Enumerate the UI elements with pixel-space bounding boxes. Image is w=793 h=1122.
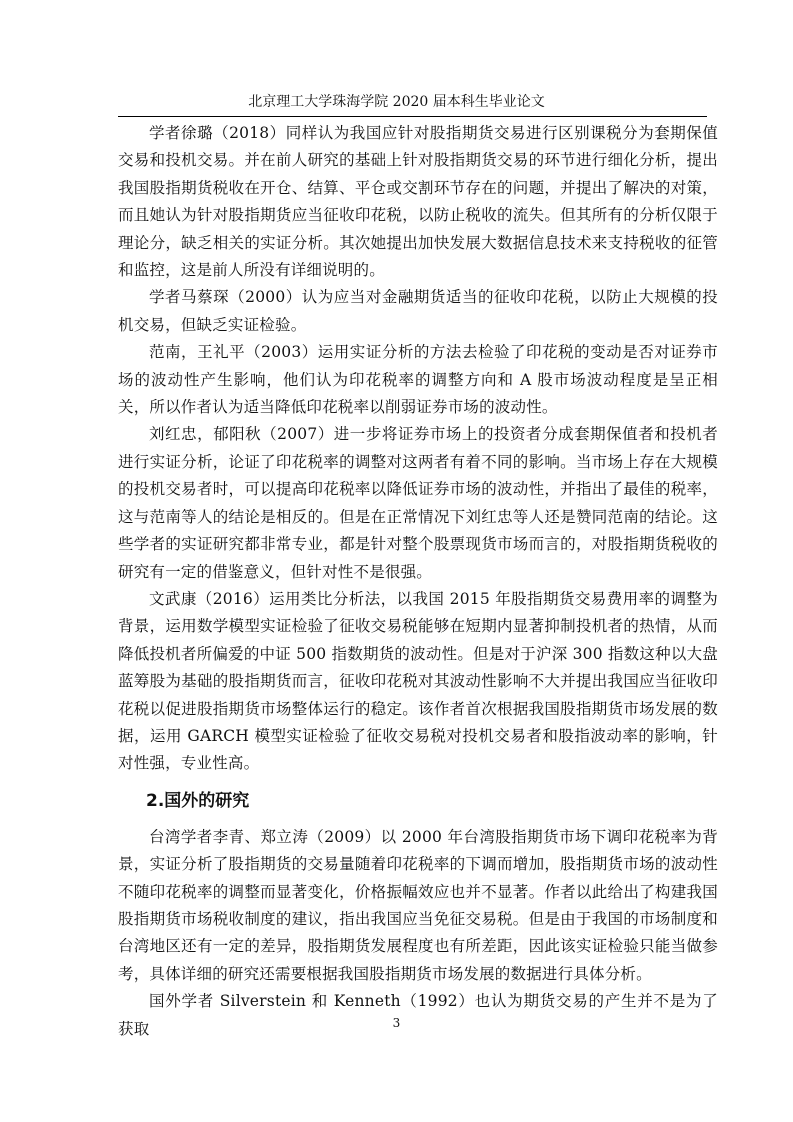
page-number: 3 bbox=[392, 1016, 401, 1030]
paragraph: 学者徐璐（2018）同样认为我国应针对股指期货交易进行区别课税分为套期保值交易和投机交易。并在前人研究的基础上针对股指期货交易的环节进行细化分析，提出我国股指期货税收在开仓、结算、平仓或交割环节存在的问题，并提出了解决的对策，而且她认为针对股指期货应当征收印花税，以防止税收的流失。但其所有的分析仅限于理论分，缺乏相关的实证分析。其次她提出加快发展大数据信息技术来支持税收的征管和监控，这是前人所没有详细说明的。 bbox=[118, 124, 718, 280]
section-heading: 2.国外的研究 bbox=[146, 790, 250, 811]
paragraph: 学者马蔡琛（2000）认为应当对金融期货适当的征收印花税，以防止大规模的投机交易，但缺乏实证检验。 bbox=[118, 288, 718, 334]
paragraph: 刘红忠，郁阳秋（2007）进一步将证券市场上的投资者分成套期保值者和投机者进行实证分析，论证了印花税率的调整对这两者有着不同的影响。当市场上存在大规模的投机交易者时，可以提高印花税率以降低证券市场的波动性，并指出了最佳的税率，这与范南等人的结论是相反的。但是在正常情况下刘红忠等人还是赞同范南的结论。这些学者的实证研究都非常专业，都是针对整个股票现货市场而言的，对股指期货税收的研究有一定的借鉴意义，但针对性不是很强。 bbox=[118, 425, 718, 581]
paragraph: 台湾学者李青、郑立涛（2009）以 2000 年台湾股指期货市场下调印花税率为背景，实证分析了股指期货的交易量随着印花税率的下调而增加，股指期货市场的波动性不随印花税率的调整而显著变化，价格振幅效应也并不显著。作者以此给出了构建我国股指期货市场税收制度的建议，指出我国应当免征交易税。但是由于我国的市场制度和台湾地区还有一定的差异，股指期货发展程度也有所差距，因此该实证检验只能当做参考，具体详细的研究还需要根据我国股指期货市场发展的数据进行具体分析。 bbox=[118, 827, 718, 983]
paragraph: 范南，王礼平（2003）运用实证分析的方法去检验了印花税的变动是否对证券市场的波动性产生影响，他们认为印花税率的调整方向和 A 股市场波动程度是呈正相关，所以作者认为适当降低印花税率以削弱证券市场的波动性。 bbox=[118, 343, 718, 417]
page-header: 北京理工大学珠海学院 2020 届本科生毕业论文 bbox=[248, 94, 545, 110]
header-rule bbox=[118, 116, 707, 117]
paragraph: 文武康（2016）运用类比分析法，以我国 2015 年股指期货交易费用率的调整为背景，运用数学模型实证检验了征收交易税能够在短期内显著抑制投机者的热情，从而降低投机者所偏爱的中证 500 指数期货的波动性。但是对于沪深 300 指数这种以大盘蓝筹股为基础的股指期货而言，征收印花税对其波动性影响不大并提出我国应当征收印花税以促进股指期货市场整体运行的稳定。该作者首次根据我国股指期货市场发展的数据，运用 GARCH 模型实证检验了征收交易税对投机交易者和股指波动率的影响，针对性强，专业性高。 bbox=[118, 589, 718, 773]
page-body bbox=[118, 120, 718, 1043]
paragraph: 国外学者 Silverstein 和 Kenneth（1992）也认为期货交易的产生并不是为了获取 bbox=[118, 992, 718, 1038]
